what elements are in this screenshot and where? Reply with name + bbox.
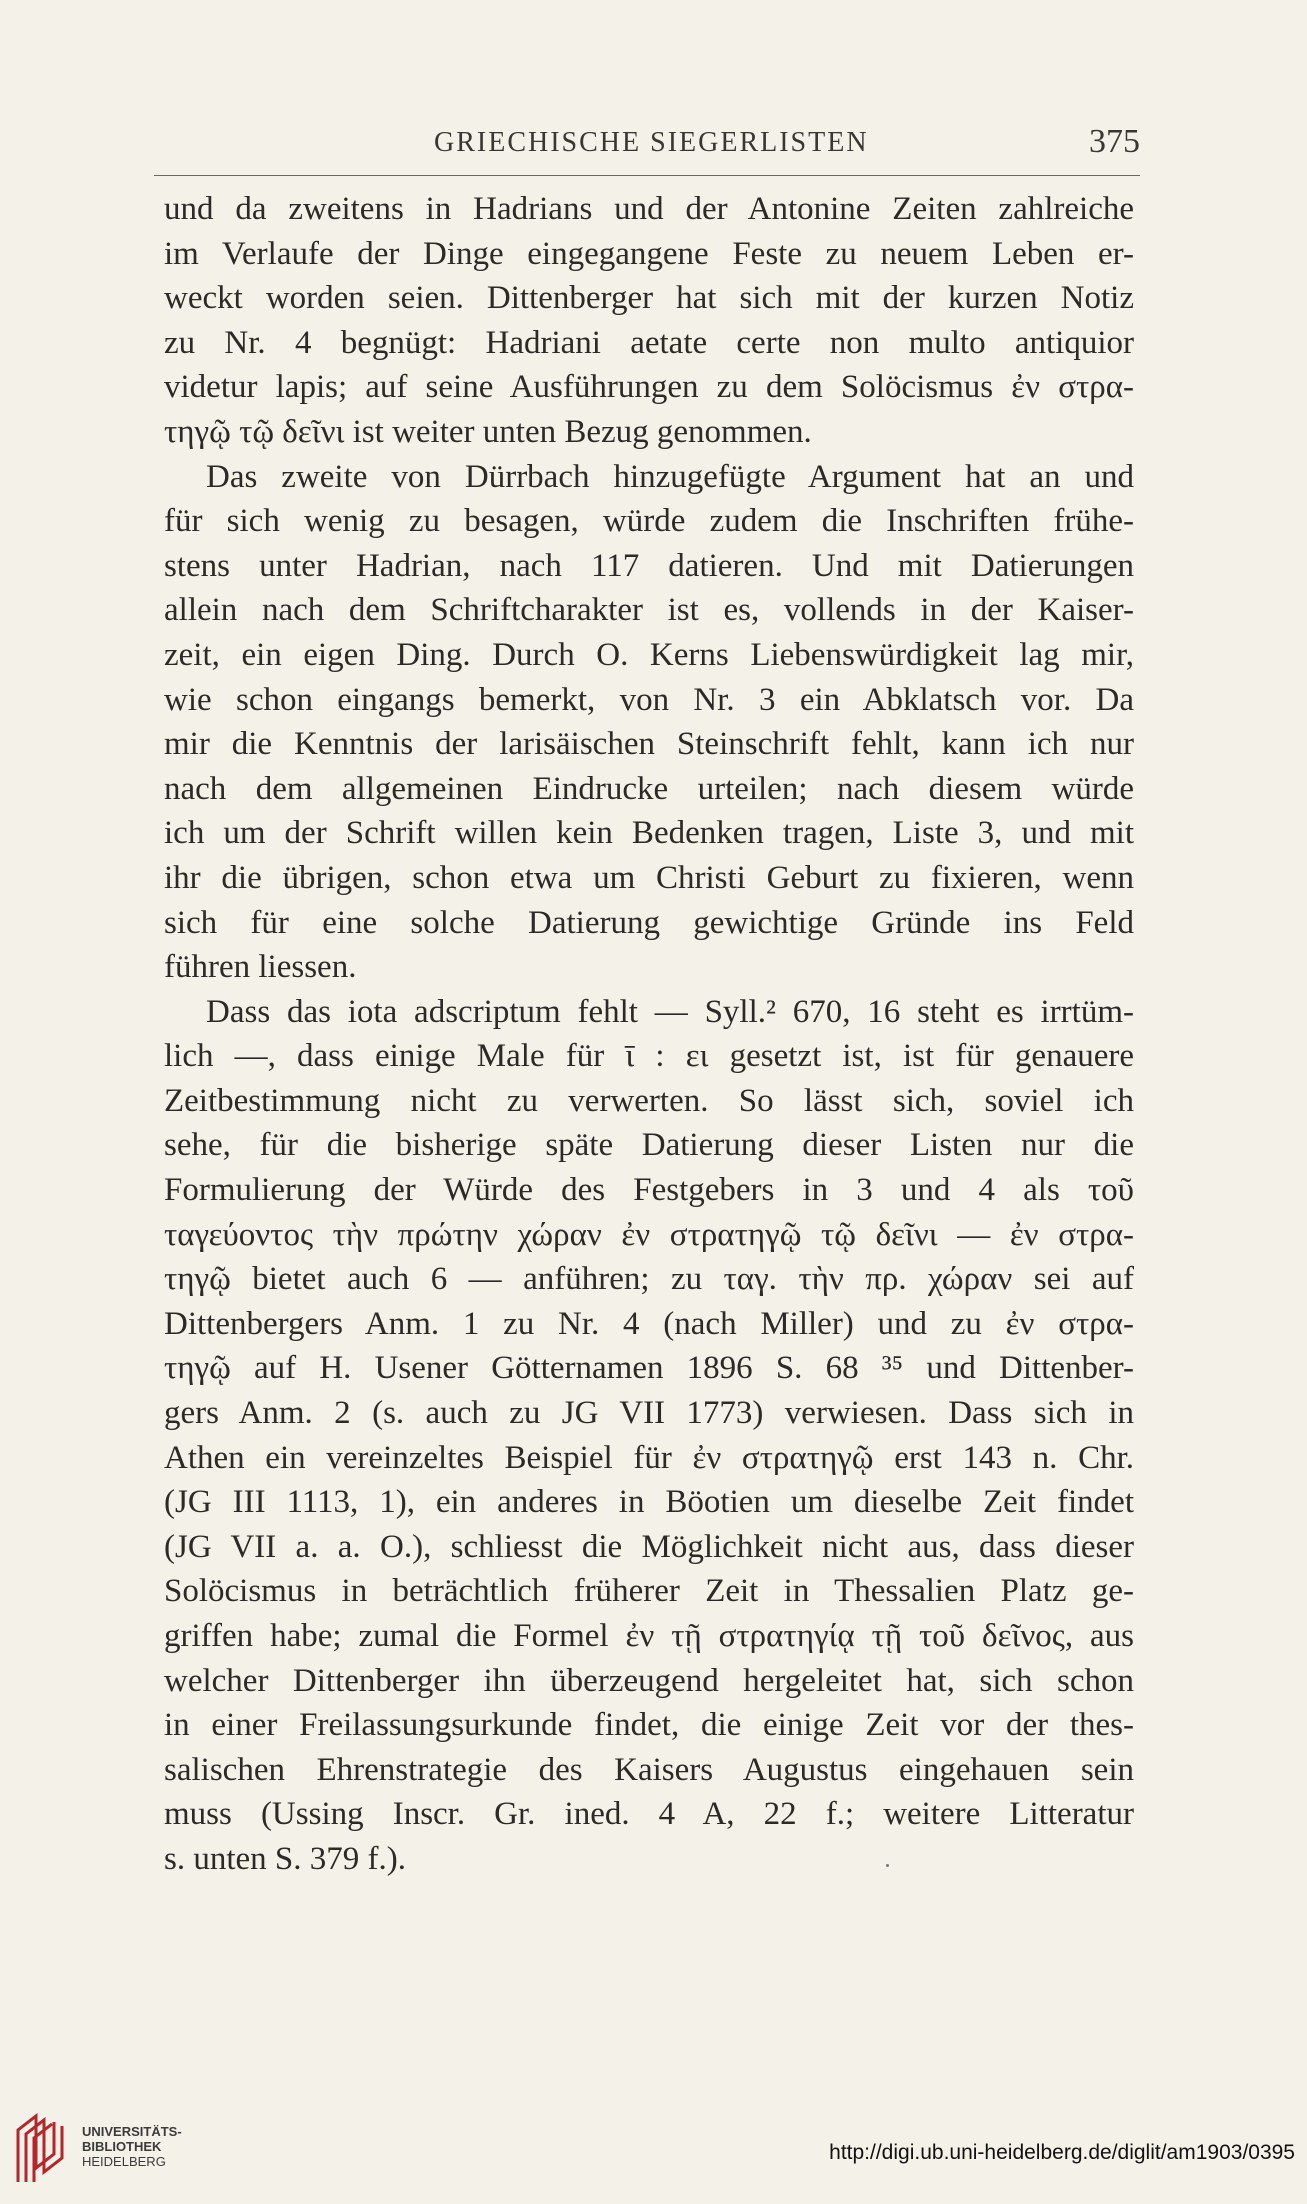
logo-line: HEIDELBERG [82,2154,166,2169]
text-line: τηγῷ auf H. Usener Götternamen 1896 S. 68 ³⁵ und Dittenber- [164,1350,1134,1387]
text-line: in einer Freilassungsurkunde findet, die einige Zeit vor der thes- [164,1707,1134,1744]
text-line: griffen habe; zumal die Formel ἐν τῇ στρατηγίᾳ τῇ τοῦ δεῖνος, aus [164,1618,1134,1654]
text-line: weckt worden seien. Dittenberger hat sich mit der kurzen Notiz [164,280,1134,317]
text-line: Solöcismus in beträchtlich früherer Zeit in Thessalien Platz ge- [164,1573,1134,1610]
text-line: Dass das iota adscriptum fehlt — Syll.² 670, 16 steht es irrtüm- [206,993,1134,1030]
text-line: Athen ein vereinzeltes Beispiel für ἐν στρατηγῷ erst 143 n. Chr. [164,1439,1134,1476]
page-header [154,123,1140,171]
logo-line: BIBLIOTHEK [82,2139,162,2154]
text-line: muss (Ussing Inscr. Gr. ined. 4 A, 22 f.; weitere Litteratur [164,1796,1134,1833]
library-logo[interactable] [14,2110,182,2190]
library-emblem-icon [14,2112,70,2184]
text-line: ihr die übrigen, schon etwa um Christi Geburt zu fixieren, wenn [164,859,1134,896]
text-line: Das zweite von Dürrbach hinzugefügte Argument hat an und [206,458,1134,495]
text-line: videtur lapis; auf seine Ausführungen zu dem Solöcismus ἐν στρα- [164,369,1134,406]
text-line: τηγῷ τῷ δεῖνι ist weiter unten Bezug genommen. [164,413,812,450]
text-line: stens unter Hadrian, nach 117 datieren. Und mit Datierungen [164,547,1134,584]
text-line: nach dem allgemeinen Eindrucke urteilen; nach diesem würde [164,770,1134,807]
text-line: (JG VII a. a. O.), schliesst die Möglichkeit nicht aus, dass dieser [164,1528,1134,1565]
text-line: und da zweitens in Hadrians und der Antonine Zeiten zahlreiche [164,191,1134,227]
text-line: τηγῷ bietet auch 6 — anführen; zu ταγ. τὴν πρ. χώραν sei auf [164,1261,1134,1298]
text-line: welcher Dittenberger ihn überzeugend hergeleitet hat, sich schon [164,1662,1134,1699]
text-line: s. unten S. 379 f.). [164,1840,406,1877]
text-line: wie schon eingangs bemerkt, von Nr. 3 ein Abklatsch vor. Da [164,681,1134,718]
text-line: ταγεύοντος τὴν πρώτην χώραν ἐν στρατηγῷ τῷ δεῖνι — ἐν στρα- [164,1216,1134,1253]
text-line: salischen Ehrenstrategie des Kaisers Augustus eingehauen sein [164,1751,1134,1788]
text-line: sich für eine solche Datierung gewichtige Gründe ins Feld [164,904,1134,941]
scan-speck [886,1864,889,1867]
text-line: allein nach dem Schriftcharakter ist es, vollends in der Kaiser- [164,592,1134,629]
body-text [164,187,1134,1882]
header-rule [154,175,1140,176]
text-line: mir die Kenntnis der larisäischen Steinschrift fehlt, kann ich nur [164,726,1134,763]
text-line: Dittenbergers Anm. 1 zu Nr. 4 (nach Miller) und zu ἐν στρα- [164,1305,1134,1342]
text-line: lich —, dass einige Male für ῑ : ει gesetzt ist, ist für genauere [164,1038,1134,1075]
logo-line: UNIVERSITÄTS- [82,2124,182,2139]
running-title: GRIECHISCHE SIEGERLISTEN [434,127,869,158]
text-line: im Verlaufe der Dinge eingegangene Feste zu neuem Leben er- [164,235,1134,272]
text-line: (JG III 1113, 1), ein anderes in Böotien um dieselbe Zeit findet [164,1484,1134,1521]
page-number: 375 [1089,123,1140,160]
text-line: führen liessen. [164,949,357,986]
text-line: sehe, für die bisherige späte Datierung dieser Listen nur die [164,1127,1134,1164]
text-line: ich um der Schrift willen kein Bedenken tragen, Liste 3, und mit [164,815,1134,852]
text-line: zu Nr. 4 begnügt: Hadriani aetate certe non multo antiquior [164,324,1134,361]
text-line: zeit, ein eigen Ding. Durch O. Kerns Liebenswürdigkeit lag mir, [164,636,1134,673]
text-line: gers Anm. 2 (s. auch zu JG VII 1773) verwiesen. Dass sich in [164,1395,1134,1432]
text-line: Formulierung der Würde des Festgebers in 3 und 4 als τοῦ [164,1172,1134,1209]
text-line: für sich wenig zu besagen, würde zudem die Inschriften frühe- [164,503,1134,540]
source-url-link[interactable]: http://digi.ub.uni-heidelberg.de/diglit/am1903/0395 [829,2141,1295,2164]
text-line: Zeitbestimmung nicht zu verwerten. So lässt sich, soviel ich [164,1082,1134,1119]
